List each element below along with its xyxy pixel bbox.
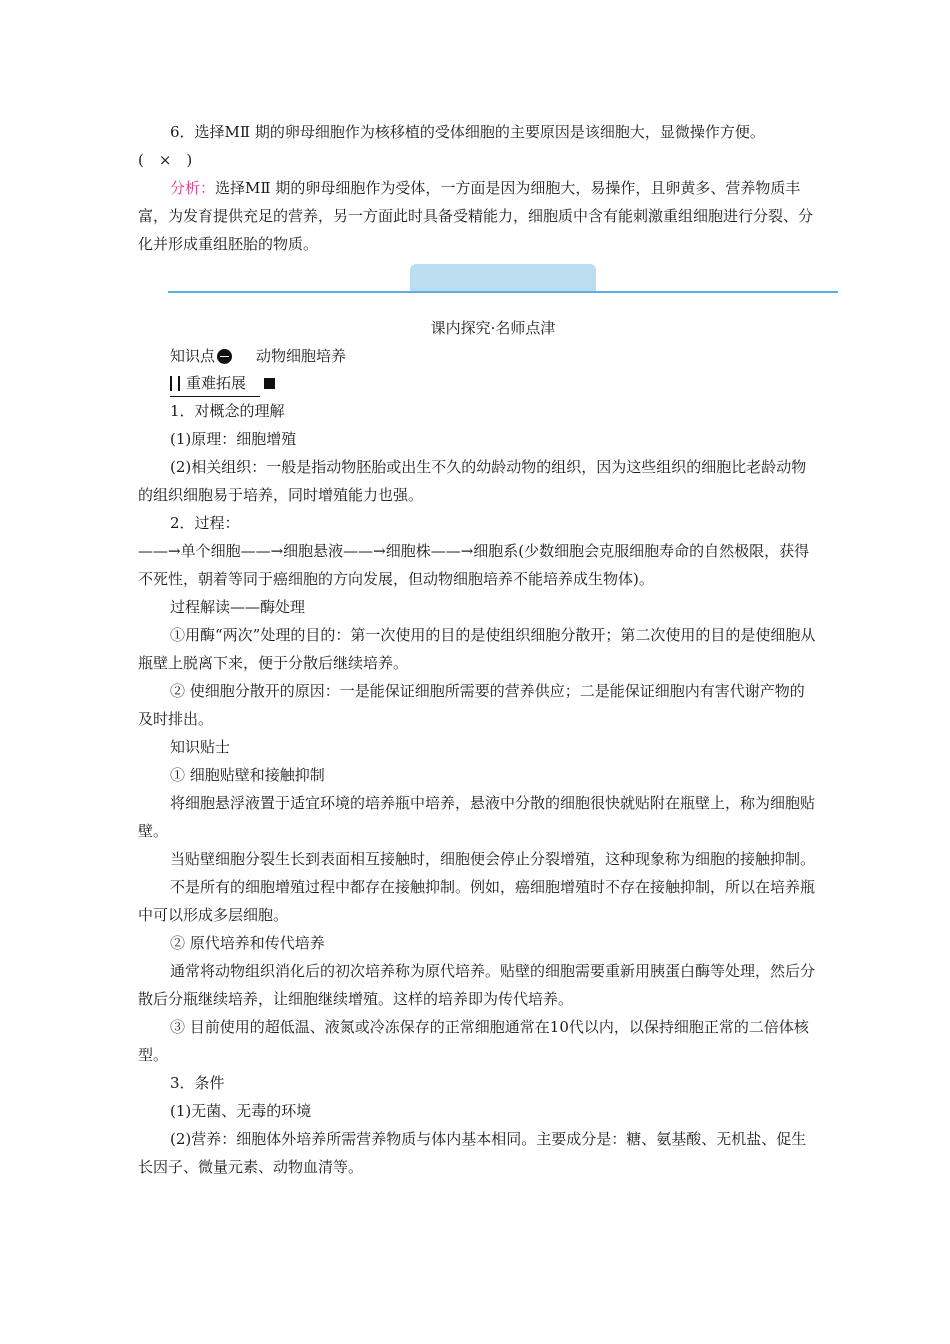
bar-icon	[178, 376, 180, 391]
section-banner	[168, 264, 838, 310]
section-title: 课内探究·名师点津	[430, 319, 556, 337]
document-page	[138, 118, 818, 1181]
question-6-answer: ( × )	[138, 151, 193, 169]
question-6-analysis	[138, 174, 818, 258]
paragraph: 2．过程：	[170, 514, 240, 532]
paragraph: (2)营养：细胞体外培养所需营养物质与体内基本相同。主要成分是：糖、氨基酸、无机盐、促生长因子、微量元素、动物血清等。	[138, 1130, 807, 1176]
expand-label-underline	[170, 370, 260, 397]
paragraph: 1．对概念的理解	[170, 402, 285, 420]
paragraph: ①用酶“两次”处理的目的：第一次使用的目的是使组织细胞分散开；第二次使用的目的是使细胞从瓶壁上脱离下来，便于分散后继续培养。	[138, 626, 816, 672]
expand-heading	[138, 370, 818, 397]
question-6-stem: 6．选择MⅡ 期的卵母细胞作为核移植的受体细胞的主要原因是该细胞大，显微操作方便。	[170, 123, 765, 141]
bar-icon	[170, 376, 172, 391]
paragraph: ② 原代培养和传代培养	[170, 934, 325, 952]
paragraph: ① 细胞贴壁和接触抑制	[170, 766, 325, 784]
analysis-label: 分析：	[170, 179, 216, 197]
analysis-text: 选择MⅡ 期的卵母细胞作为受体，一方面是因为细胞大，易操作，且卵黄多、营养物质丰富，为发育提供充足的营养，另一方面此时具备受精能力，细胞质中含有能刺激重组细胞进行分裂、分化并形成重组胚胎的物质。	[138, 179, 814, 253]
paragraph: 通常将动物组织消化后的初次培养称为原代培养。贴壁的细胞需要重新用胰蛋白酶等处理，然后分散后分瓶继续培养，让细胞继续增殖。这样的培养即为传代培养。	[138, 962, 816, 1008]
paragraph: 知识贴士	[170, 738, 231, 756]
knowledge-point-heading	[138, 342, 818, 370]
paragraph: (1)原理：细胞增殖	[170, 430, 297, 448]
banner-divider	[168, 291, 838, 293]
expand-label: 重难拓展	[186, 374, 247, 392]
paragraph: 当贴壁细胞分裂生长到表面相互接触时，细胞便会停止分裂增殖，这种现象称为细胞的接触抑制。	[170, 850, 816, 868]
paragraph: 过程解读——酶处理	[170, 598, 306, 616]
paragraph: ② 使细胞分散开的原因：一是能保证细胞所需要的营养供应；二是能保证细胞内有害代谢产物的及时排出。	[138, 682, 805, 728]
knowledge-point-name: 动物细胞培养	[256, 347, 347, 365]
paragraph: 3．条件	[170, 1074, 225, 1092]
square-icon	[264, 378, 275, 389]
number-one-icon	[217, 349, 232, 364]
paragraph: ——→单个细胞——→细胞悬液——→细胞株——→细胞系(少数细胞会克服细胞寿命的自然极限，获得不死性，朝着等同于癌细胞的方向发展，但动物细胞培养不能培养成生物体)。	[138, 542, 810, 588]
paragraph: (1)无菌、无毒的环境	[170, 1102, 312, 1120]
knowledge-point-prefix: 知识点	[170, 347, 216, 365]
paragraph: ③ 目前使用的超低温、液氮或冷冻保存的正常细胞通常在10代以内，以保持细胞正常的二倍体核型。	[138, 1018, 809, 1064]
paragraph: (2)相关组织：一般是指动物胚胎或出生不久的幼龄动物的组织，因为这些组织的细胞比老龄动物的组织细胞易于培养，同时增殖能力也强。	[138, 458, 807, 504]
paragraph: 不是所有的细胞增殖过程中都存在接触抑制。例如，癌细胞增殖时不存在接触抑制，所以在培养瓶中可以形成多层细胞。	[138, 878, 816, 924]
body-paragraphs	[138, 397, 818, 1181]
paragraph: 将细胞悬浮液置于适宜环境的培养瓶中培养，悬液中分散的细胞很快就贴附在瓶壁上，称为细胞贴壁。	[138, 794, 816, 840]
banner-tab	[410, 264, 596, 292]
